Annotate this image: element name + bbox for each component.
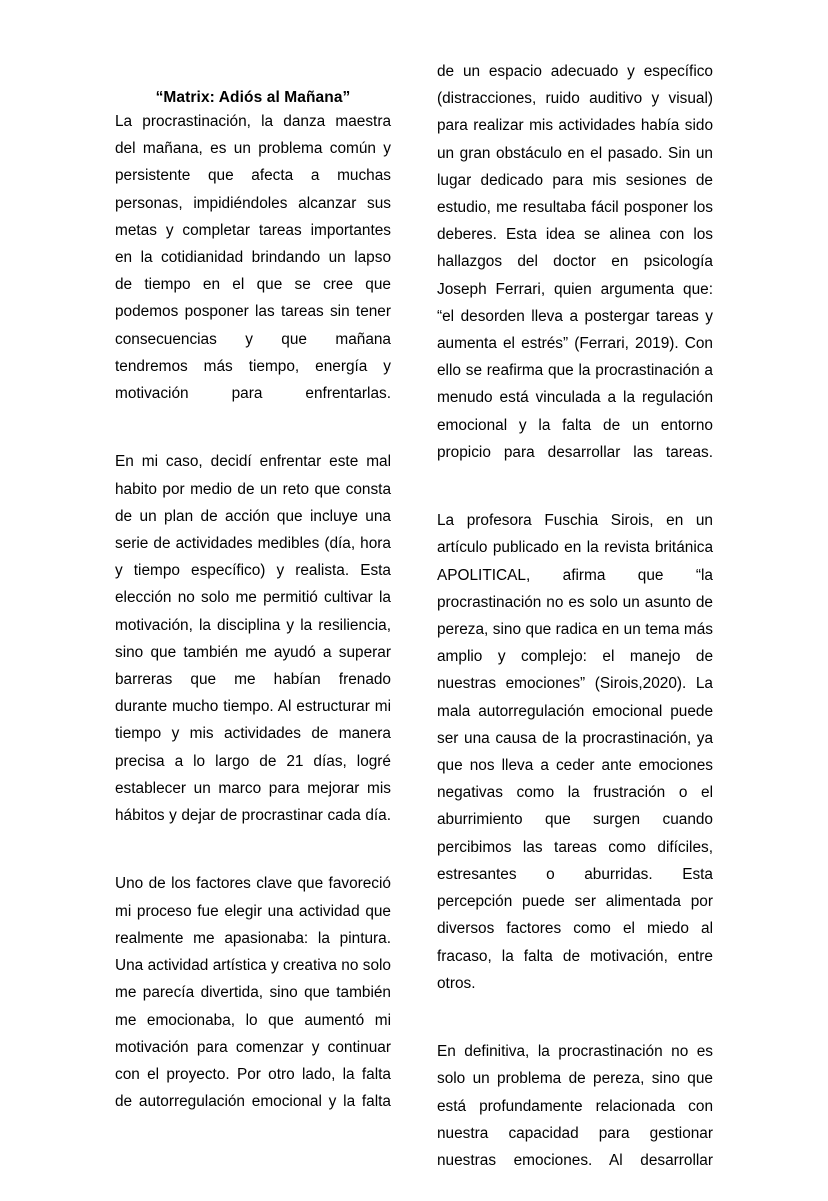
paragraph: Uno de los factores clave que favoreció mi proceso fue elegir una actividad que realmente me apasionaba: la pintura. Una actividad artística y creativa no solo me parecía divertida, sino que también me emocionaba, lo que aumentó mi motivación para comenzar y continuar con el proyecto. Por otro lado, la falta de autorregulación emocional y la falta — [115, 875, 391, 1111]
paragraph: La procrastinación, la danza maestra del mañana, es un problema común y persistente que afecta a muchas personas, impidiéndoles alcanzar sus metas y completar tareas importantes en la cotidianidad brindando un lapso de tiempo en el que se cree que podemos posponer las tareas sin tener consecuencias y que mañana tendremos más tiempo, energía y motivación para enfrentarlas. — [115, 113, 391, 403]
column-left — [115, 108, 391, 1143]
paragraph: En definitiva, la procrastinación no es solo un problema de pereza, sino que está profundamente relacionada con nuestra capacidad para gestionar nuestras emociones. Al desarrollar — [437, 1043, 713, 1169]
paragraph: La profesora Fuschia Sirois, en un artículo publicado en la revista británica APOLITICAL, afirma que “la procrastinación no es solo un asunto de pereza, sino que radica en un tema más amplio y complejo: el manejo de nuestras emociones” (Sirois,2020). La mala autorregulación emocional puede ser una causa de la procrastinación, ya que nos lleva a ceder ante emociones negativas como la frustración o el aburrimiento que surgen cuando percibimos las tareas como difíciles, estresantes o aburridas. Esta percepción puede ser alimentada por diversos factores como el miedo al fracaso, la falta de motivación, entre otros. — [437, 512, 713, 992]
page-title: “Matrix: Adiós al Mañana” — [155, 89, 351, 106]
paragraph: de un espacio adecuado y específico (distracciones, ruido auditivo y visual) para realizar mis actividades había sido un gran obstáculo en el pasado. Sin un lugar dedicado para mis sesiones de estudio, me resultaba fácil posponer los deberes. Esta idea se alinea con los hallazgos del doctor en psicología Joseph Ferrari, quien argumenta que: “el desorden lleva a postergar tareas y aumenta el estrés” (Ferrari, 2019). Con ello se reafirma que la procrastinación a menudo está vinculada a la regulación emocional y la falta de un entorno propicio para desarrollar las tareas. — [437, 63, 713, 461]
paragraph: En mi caso, decidí enfrentar este mal habito por medio de un reto que consta de un plan de acción que incluye una serie de actividades medibles (día, hora y tiempo específico) y realista. Esta elección no solo me permitió cultivar la motivación, la disciplina y la resiliencia, sino que también me ayudó a superar barreras que me habían frenado durante mucho tiempo. Al estructurar mi tiempo y mis actividades de manera precisa a lo largo de 21 días, logré establecer un marco para mejorar mis hábitos y dejar de procrastinar cada día. — [115, 453, 391, 825]
column-right — [437, 58, 713, 1201]
